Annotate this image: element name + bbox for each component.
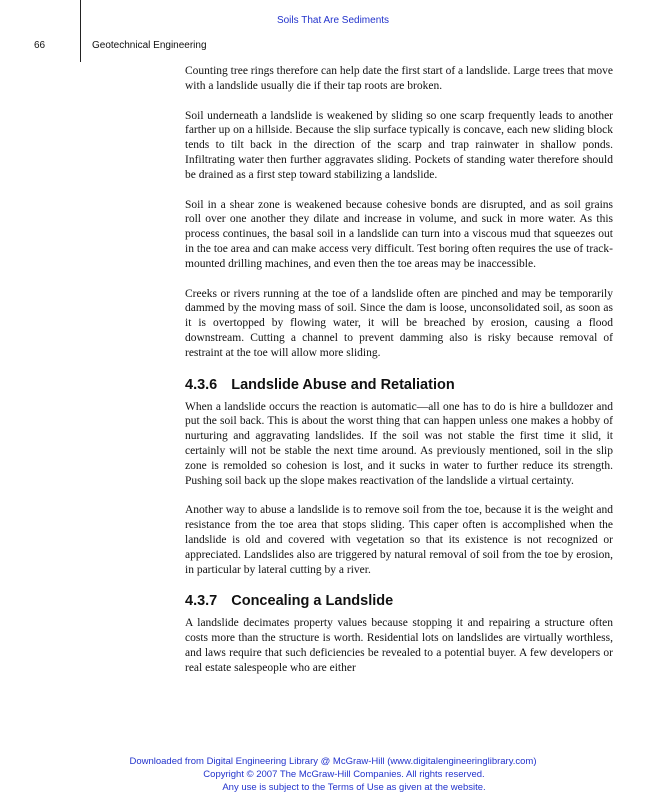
paragraph: Counting tree rings therefore can help date the first start of a landslide. Large trees that move with a landslide usually die if their tap roots are broken. <box>185 65 614 92</box>
section-heading-4-3-7 <box>185 592 613 610</box>
header-divider <box>80 0 81 62</box>
running-head-title: Soils That Are Sediments <box>276 15 390 26</box>
page-number: 66 <box>34 40 46 51</box>
paragraph: Another way to abuse a landslide is to remove soil from the toe, because it is the weight and resistance from the toe area that stops sliding. This caper often is accomplished when the landslide is old and covered with vegetation so that its existence is not recognized or appreciated. Landslides also are triggered by natural removal of soil from the toe by erosion, in particular by lateral cutting by a river. <box>185 504 613 576</box>
page-body <box>185 64 613 691</box>
paragraph: Soil underneath a landslide is weakened by sliding so one scarp frequently leads to another farther up on a hillside. Because the slip surface typically is concave, each new sliding block tends to tilt back in the direction of the scarp and trap rainwater in shallow ponds. Infiltrating water then further aggravates sliding. Pockets of standing water therefore should be drained as a first step toward stabilizing a landslide. <box>185 109 613 181</box>
footer-download-link[interactable]: Downloaded from Digital Engineering Library @ McGraw-Hill (www.digitalengineeringlibrary.com) <box>129 756 537 767</box>
section-number: 4.3.7 <box>185 593 218 610</box>
download-footer <box>0 755 666 794</box>
footer-copyright: Copyright © 2007 The McGraw-Hill Companies. All rights reserved. <box>203 769 485 780</box>
paragraph: Creeks or rivers running at the toe of a landslide often are pinched and may be temporarily dammed by the moving mass of soil. Since the dam is loose, unconsolidated soil, as soon as it is overtopped by flowing water, it will be breached by erosion, causing a flood downstream. Cutting a channel to prevent damming also is risky because removal of restraint at the toe will allow more sliding. <box>185 287 613 359</box>
section-number: 4.3.6 <box>185 376 218 393</box>
book-title: Geotechnical Engineering <box>92 40 207 51</box>
paragraph: A landslide decimates property values because stopping it and repairing a structure often costs more than the structure is worth. Residential lots on landslides are virtually worthless, and laws require that such deficiencies be revealed to a potential buyer. A few developers or real estate salespeople who are either <box>185 617 613 674</box>
section-title: Landslide Abuse and Retaliation <box>231 376 455 393</box>
paragraph: When a landslide occurs the reaction is automatic—all one has to do is hire a bulldozer and put the soil back. This is about the worst thing that can happen unless one makes a hobby of nurturing and aggravating landslides. If the soil was not stable the first time it slid, it certainly will not be stable the next time around. As previously mentioned, soil in the slip zone is remolded so cohesion is lost, and it sucks in water to further reduce its strength. Pushing soil back up the slope makes reactivation of the landslide a virtual certainty. <box>185 400 613 487</box>
footer-terms-link[interactable]: Any use is subject to the Terms of Use as given at the website. <box>222 782 486 793</box>
paragraph: Soil in a shear zone is weakened because cohesive bonds are disrupted, and as soil grains roll over one another they dilate and increase in volume, and suck in more water. As this process continues, the basal soil in a landslide can turn into a viscous mud that squeezes out in the toe area and can make access very difficult. Test boring often requires the use of track-mounted drilling machines, and even then the toe areas may be inaccessible. <box>185 198 613 270</box>
section-heading-4-3-6 <box>185 376 613 394</box>
section-title: Concealing a Landslide <box>231 593 394 610</box>
